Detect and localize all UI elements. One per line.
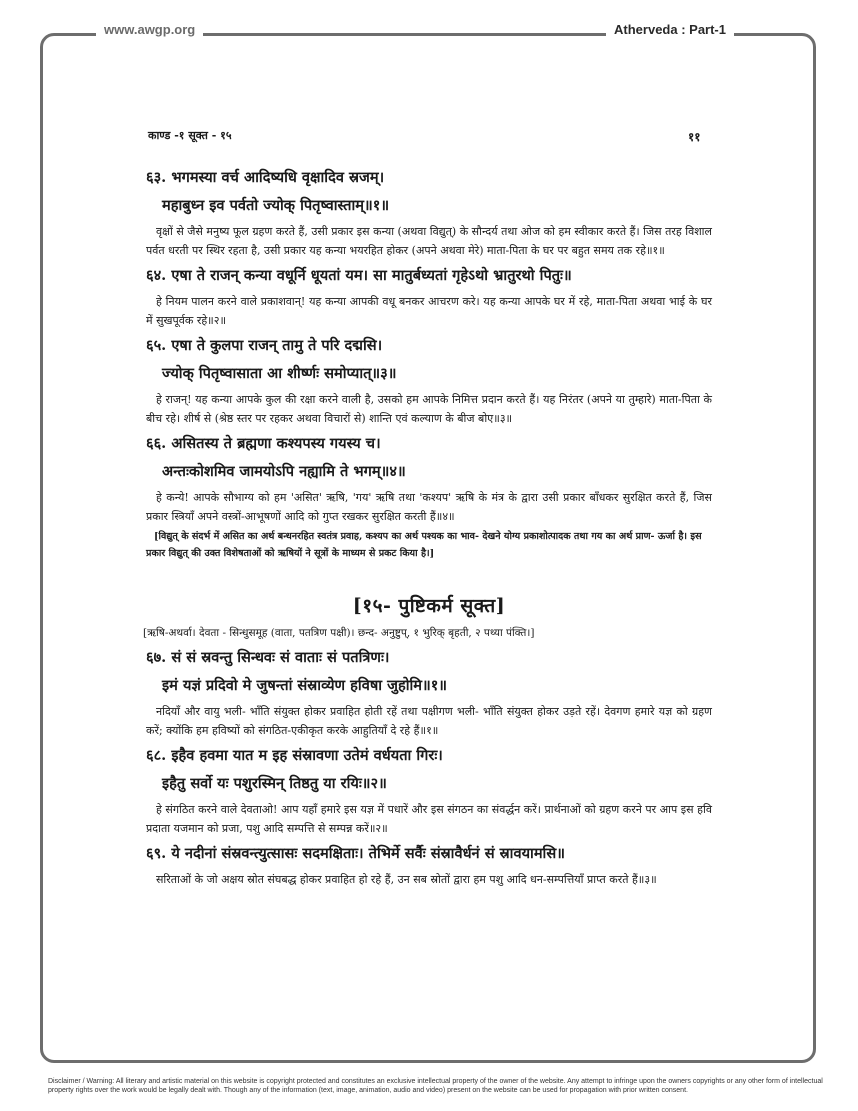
verse-67-translation: नदियाँ और वायु भली- भाँति संयुक्त होकर प्रवाहित होती रहें तथा पक्षीगण भली- भाँति संयुक्त होकर उड़ते रहें। देवगण हमारे यज्ञ को ग्रहण करें; क्योंकि हम हविष्यों को संगठित-एकीकृत करके आहुतियाँ दे रहे हैं॥१॥ bbox=[146, 705, 712, 737]
section-reference: काण्ड -१ सूक्त - १५ bbox=[148, 129, 232, 142]
verse-66-translation: हे कन्ये! आपके सौभाग्य को हम 'असित' ऋषि, 'गय' ऋषि तथा 'कश्यप' ऋषि के मंत्र के द्वारा उसी प्रकार बाँधकर सुरक्षित करते हैं, जिस प्रकार स्त्रियाँ अपने वस्त्रों-आभूषणों आदि को गुप्त रखकर सुरक्षित करती हैं॥४॥ bbox=[146, 491, 712, 523]
verse-63-line-1: ६३. भगमस्या वर्च आदिष्यधि वृक्षादिव स्रजम्। bbox=[146, 169, 385, 186]
page-content bbox=[143, 168, 712, 889]
verse-65-line-1: ६५. एषा ते कुलपा राजन् तामु ते परि दद्मसि। bbox=[146, 337, 383, 354]
verse-69-line-1: ६९. ये नदीनां संस्रवन्त्युत्सासः सदमक्षिताः। तेभिर्मे सर्वैः संस्रावैर्धनं सं स्रावयामसि॥ bbox=[146, 845, 565, 862]
verse-65-translation: हे राजन्! यह कन्या आपके कुल की रक्षा करने वाली है, उसको हम आपके निमित्त प्रदान करते हैं। यह निरंतर (अपने या तुम्हारे) माता-पिता के बीच रहे। शीर्ष से (श्रेष्ठ स्तर पर रहकर अथवा विचारों से) शान्ति एवं कल्याण के बीज बोए॥३॥ bbox=[146, 393, 712, 425]
page-number: ११ bbox=[688, 130, 701, 144]
verse-65-line-2: ज्योक् पितृष्वासाता आ शीर्ष्णः समोप्यात्॥३॥ bbox=[162, 365, 397, 382]
verse-66-line-2: अन्तःकोशमिव जामयोऽपि नह्यामि ते भगम्॥४॥ bbox=[162, 463, 406, 480]
disclaimer: Disclaimer / Warning: All literary and artistic material on this website is copyright protected and constitutes an exclusive intellectual property of the owner of the website. Any attempt to infringe upon the owners copyrights or any other form of intellectual property rights over the work would be legally dealt with. Though any of the information (text, image, animation, audio and video) present on the website can be used for propagation with prior written consent. bbox=[48, 1078, 823, 1094]
verse-64-line-1: ६४. एषा ते राजन् कन्या वधूर्नि धूयतां यम। सा मातुर्बध्यतां गृहेऽथो भ्रातुरथो पितुः॥ bbox=[146, 267, 572, 284]
sukta-title: [१५- पुष्टिकर्म सूक्त] bbox=[352, 595, 506, 617]
verse-66-note: [विद्युत् के संदर्भ में असित का अर्थ बन्धनरहित स्वतंत्र प्रवाह, कश्यप का अर्थ पश्यक का भाव- देखने योग्य प्रकाशोत्पादक तथा गय का अर्थ प्राण- ऊर्जा है। इस प्रकार विद्युत् की उक्त विशेषताओं को ऋषियों ने सूत्रों के माध्यम से प्रकट किया है।] bbox=[146, 531, 702, 559]
verse-64-translation: हे नियम पालन करने वाले प्रकाशवान्! यह कन्या आपकी वधू बनकर आचरण करे। यह कन्या आपके घर में रहे, माता-पिता अथवा भाई के घर में सुखपूर्वक रहे॥२॥ bbox=[146, 295, 712, 327]
verse-69-translation: सरिताओं के जो अक्षय स्रोत संघबद्ध होकर प्रवाहित हो रहे हैं, उन सब स्रोतों द्वारा हम पशु आदि धन-सम्पत्तियाँ प्राप्त करते हैं॥३॥ bbox=[156, 873, 657, 886]
verse-67-line-1: ६७. सं सं स्रवन्तु सिन्धवः सं वाताः सं पतत्रिणः। bbox=[146, 649, 390, 666]
verse-68-line-2: इहैतु सर्वो यः पशुरस्मिन् तिष्ठतु या रयिः॥२॥ bbox=[162, 775, 387, 792]
site-url[interactable]: www.awgp.org bbox=[96, 22, 203, 37]
book-title: Atherveda : Part-1 bbox=[606, 22, 734, 37]
verse-67-line-2: इमं यज्ञं प्रदिवो मे जुषन्तां संस्राव्येण हविषा जुहोमि॥१॥ bbox=[162, 677, 448, 694]
verse-63-translation: वृक्षों से जैसे मनुष्य फूल ग्रहण करते हैं, उसी प्रकार इस कन्या (अथवा विद्युत्) के सौन्दर्य तथा ओज को हम स्वीकार करते हैं। जिस तरह विशाल पर्वत धरती पर स्थिर रहता है, उसी प्रकार यह कन्या भयरहित होकर (अपने अथवा मेरे) माता-पिता के घर पर बहुत समय तक रहे॥१॥ bbox=[146, 225, 712, 257]
sukta-meta: [ऋषि-अथर्वा। देवता - सिन्धुसमूह (वाता, पतत्रिण पक्षी)। छन्द- अनुष्टुप्, १ भुरिक् बृहती, २ पथ्या पंक्ति।] bbox=[143, 627, 535, 639]
verse-68-line-1: ६८. इहैव हवमा यात म इह संस्रावणा उतेमं वर्धयता गिरः। bbox=[146, 747, 443, 764]
verse-68-translation: हे संगठित करने वाले देवताओ! आप यहाँ हमारे इस यज्ञ में पधारें और इस संगठन का संवर्द्धन करें। प्रार्थनाओं को ग्रहण करने पर आप इस हवि प्रदाता यजमान को प्रजा, पशु आदि सम्पत्ति से सम्पन्न करें॥२॥ bbox=[146, 803, 712, 835]
verse-66-line-1: ६६. असितस्य ते ब्रह्मणा कश्यपस्य गयस्य च। bbox=[146, 435, 381, 452]
verse-63-line-2: महाबुध्न इव पर्वतो ज्योक् पितृष्वास्ताम्॥१॥ bbox=[162, 197, 390, 214]
